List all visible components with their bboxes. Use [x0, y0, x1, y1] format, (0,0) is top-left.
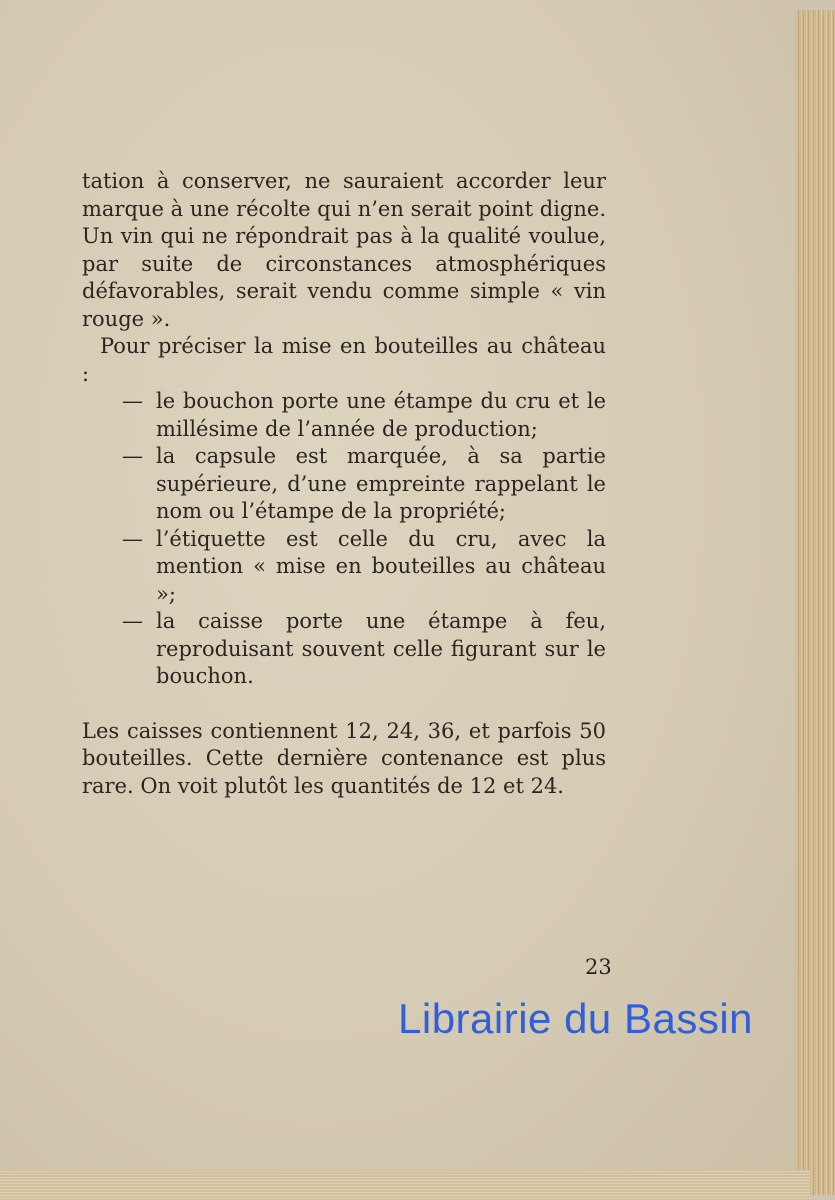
list-item [122, 526, 606, 609]
dash: — [122, 526, 143, 551]
dash: — [122, 609, 143, 633]
page-bottom-edge [0, 1170, 810, 1200]
list-item [122, 388, 606, 443]
paragraph-2: Les caisses contiennent 12, 24, 36, et parfois 50 bouteilles. Cette dernière contenance est plus rare. On voit plutôt les quantités de 12 et 24. [82, 718, 606, 798]
list-item-text: le bouchon porte une étampe du cru et le millésime de l’année de production; [156, 389, 606, 441]
intro-line: Pour préciser la mise en bouteilles au château : [82, 334, 606, 386]
list-item-text: la capsule est marquée, à sa partie supérieure, d’une empreinte rappelant le nom ou l’étampe de la propriété; [156, 444, 606, 523]
page-number: 23 [585, 955, 612, 979]
page-edge [795, 10, 835, 1195]
list-item [122, 443, 606, 526]
list-item-text: l’étiquette est celle du cru, avec la mention « mise en bouteilles au château »; [156, 526, 606, 606]
dash: — [122, 389, 143, 413]
paragraph-1: tation à conserver, ne sauraient accorder leur marque à une récolte qui n’en serait point digne. Un vin qui ne répondrait pas à la qualité voulue, par suite de circonstances atmosphériques défavorables, serait vendu comme simple « vin rouge ». [82, 169, 606, 331]
list-item-text: la caisse porte une étampe à feu, reproduisant souvent celle figurant sur le bouchon. [156, 609, 606, 688]
watermark-text: Librairie du Bassin [398, 995, 754, 1042]
list-item [122, 608, 606, 691]
dash: — [122, 444, 143, 468]
spacer [82, 691, 606, 718]
body-text [82, 168, 606, 800]
